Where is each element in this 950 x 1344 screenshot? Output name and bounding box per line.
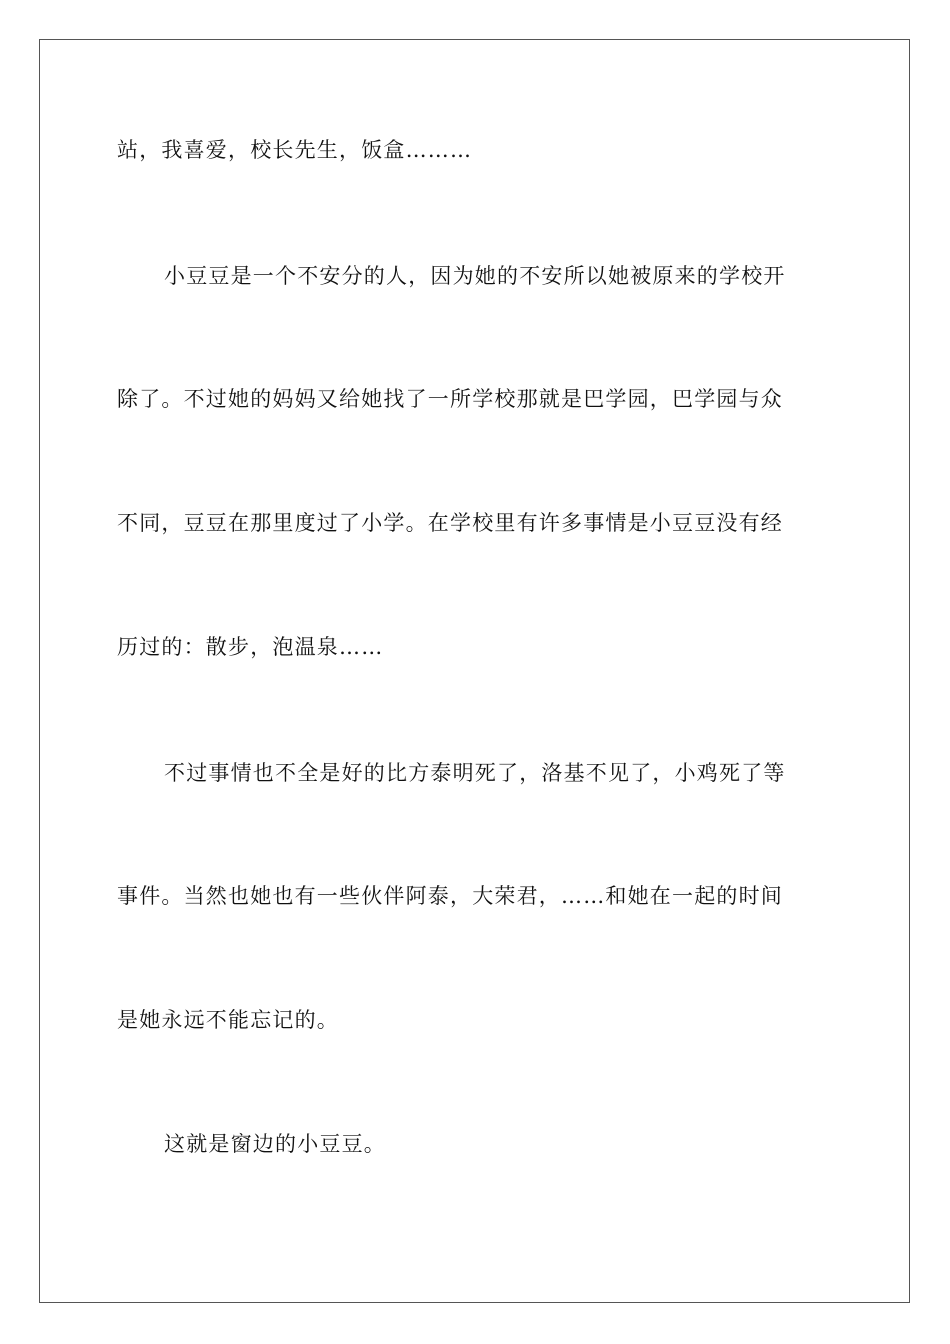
text-line-4: 不同，豆豆在那里度过了小学。在学校里有许多事情是小豆豆没有经 [117,511,783,535]
text-line-7: 事件。当然也她也有一些伙伴阿泰，大荣君，……和她在一起的时间 [117,884,783,908]
text-line-1: 站，我喜爱，校长先生，饭盒……… [117,138,473,162]
text-line-3: 除了。不过她的妈妈又给她找了一所学校那就是巴学园，巴学园与众 [117,387,783,411]
text-line-8: 是她永远不能忘记的。 [117,1008,339,1032]
page-border [39,39,910,1303]
closing-line: 这就是窗边的小豆豆。 [164,1132,386,1156]
text-line-5: 历过的：散步，泡温泉…… [117,635,384,659]
paragraph-start-line: 小豆豆是一个不安分的人，因为她的不安所以她被原来的学校开 [164,264,786,288]
paragraph-start-line: 不过事情也不全是好的比方泰明死了，洛基不见了，小鸡死了等 [164,761,786,785]
